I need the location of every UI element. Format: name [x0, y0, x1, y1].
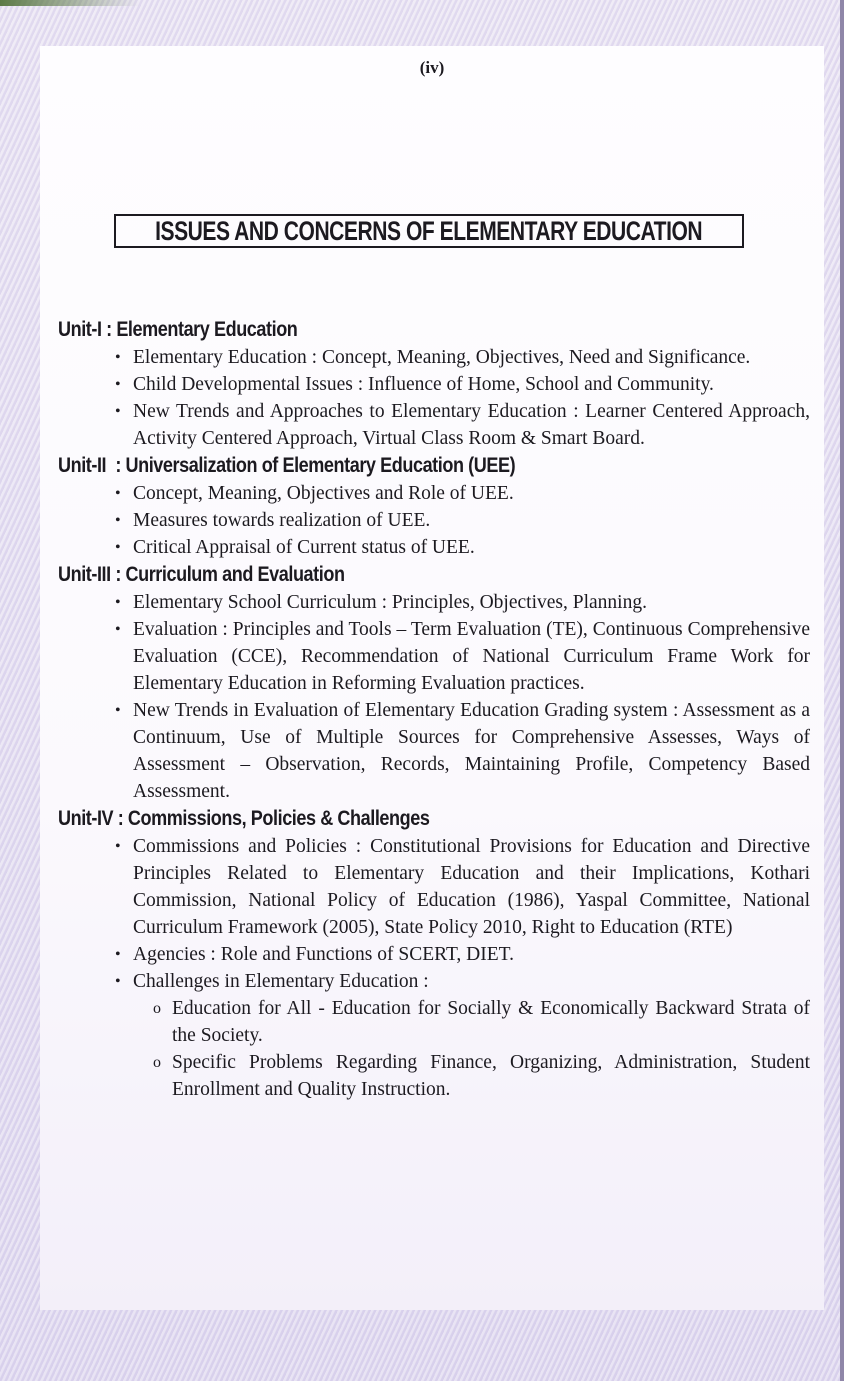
- bullet-icon: •: [115, 403, 121, 420]
- unit-heading: Unit-II : Universalization of Elementary Education (UEE): [58, 454, 516, 477]
- list-item: • Concept, Meaning, Objectives and Role of UEE.: [115, 480, 810, 507]
- bullet-icon: •: [115, 376, 121, 393]
- unit-4: [58, 805, 810, 1103]
- bullet-icon: •: [115, 838, 121, 855]
- sub-items: [133, 995, 810, 1103]
- unit-items: [58, 833, 810, 1103]
- list-item: • Measures towards realization of UEE.: [115, 507, 810, 534]
- bullet-icon: •: [115, 946, 121, 963]
- unit-1: [58, 316, 810, 452]
- unit-heading: Unit-III : Curriculum and Evaluation: [58, 563, 345, 586]
- list-item: • Commissions and Policies : Constitutional Provisions for Education and Directive Principles Related to Elementary Education and their Implications, Kothari Commission, National Policy of Education (1986), Yaspal Committee, National Curriculum Framework (2005), State Policy 2010, Right to Education (RTE): [115, 833, 810, 941]
- bullet-icon: •: [115, 973, 121, 990]
- unit-heading: Unit-IV : Commissions, Policies & Challenges: [58, 807, 430, 830]
- unit-items: [58, 344, 810, 452]
- circle-bullet-icon: o: [153, 1000, 161, 1017]
- bullet-icon: •: [115, 702, 121, 719]
- bullet-icon: •: [115, 512, 121, 529]
- document-page: [40, 46, 824, 1310]
- list-item: • Evaluation : Principles and Tools – Term Evaluation (TE), Continuous Comprehensive Evaluation (CCE), Recommendation of National Curriculum Frame Work for Elementary Education in Reforming Evaluation practices.: [115, 616, 810, 697]
- bullet-icon: •: [115, 349, 121, 366]
- bullet-icon: •: [115, 485, 121, 502]
- sub-list-item: o Specific Problems Regarding Finance, Organizing, Administration, Student Enrollment and Quality Instruction.: [153, 1049, 810, 1103]
- list-item: • Critical Appraisal of Current status of UEE.: [115, 534, 810, 561]
- circle-bullet-icon: o: [153, 1054, 161, 1071]
- syllabus-content: [58, 316, 810, 1103]
- page-title-box: [114, 214, 744, 248]
- page-number: (iv): [419, 58, 445, 77]
- sub-list-item: o Education for All - Education for Socially & Economically Backward Strata of the Society.: [153, 995, 810, 1049]
- unit-2: [58, 452, 810, 561]
- list-item: • Challenges in Elementary Education : o Education for All - Education for Socially & Economically Backward Strata of the Society. o Specific Problems Regarding Finance, Organizing, Administration, Student Enrollment and Quality Instruction.: [115, 968, 810, 1103]
- scan-top-edge: [0, 0, 140, 6]
- list-item: • Elementary Education : Concept, Meaning, Objectives, Need and Significance.: [115, 344, 810, 371]
- page-title: ISSUES AND CONCERNS OF ELEMENTARY EDUCATION: [155, 215, 703, 246]
- bullet-icon: •: [115, 621, 121, 638]
- list-item: • New Trends in Evaluation of Elementary Education Grading system : Assessment as a Continuum, Use of Multiple Sources for Comprehensive Assesses, Ways of Assessment – Observation, Records, Maintaining Profile, Competency Based Assessment.: [115, 697, 810, 805]
- list-item: • New Trends and Approaches to Elementary Education : Learner Centered Approach, Activity Centered Approach, Virtual Class Room & Smart Board.: [115, 398, 810, 452]
- unit-heading: Unit-I : Elementary Education: [58, 318, 298, 341]
- bullet-icon: •: [115, 594, 121, 611]
- list-item: • Elementary School Curriculum : Principles, Objectives, Planning.: [115, 589, 810, 616]
- list-item: • Agencies : Role and Functions of SCERT, DIET.: [115, 941, 810, 968]
- scan-right-edge: [840, 0, 844, 1381]
- unit-3: [58, 561, 810, 805]
- bullet-icon: •: [115, 539, 121, 556]
- list-item: • Child Developmental Issues : Influence of Home, School and Community.: [115, 371, 810, 398]
- unit-items: [58, 589, 810, 805]
- unit-items: [58, 480, 810, 561]
